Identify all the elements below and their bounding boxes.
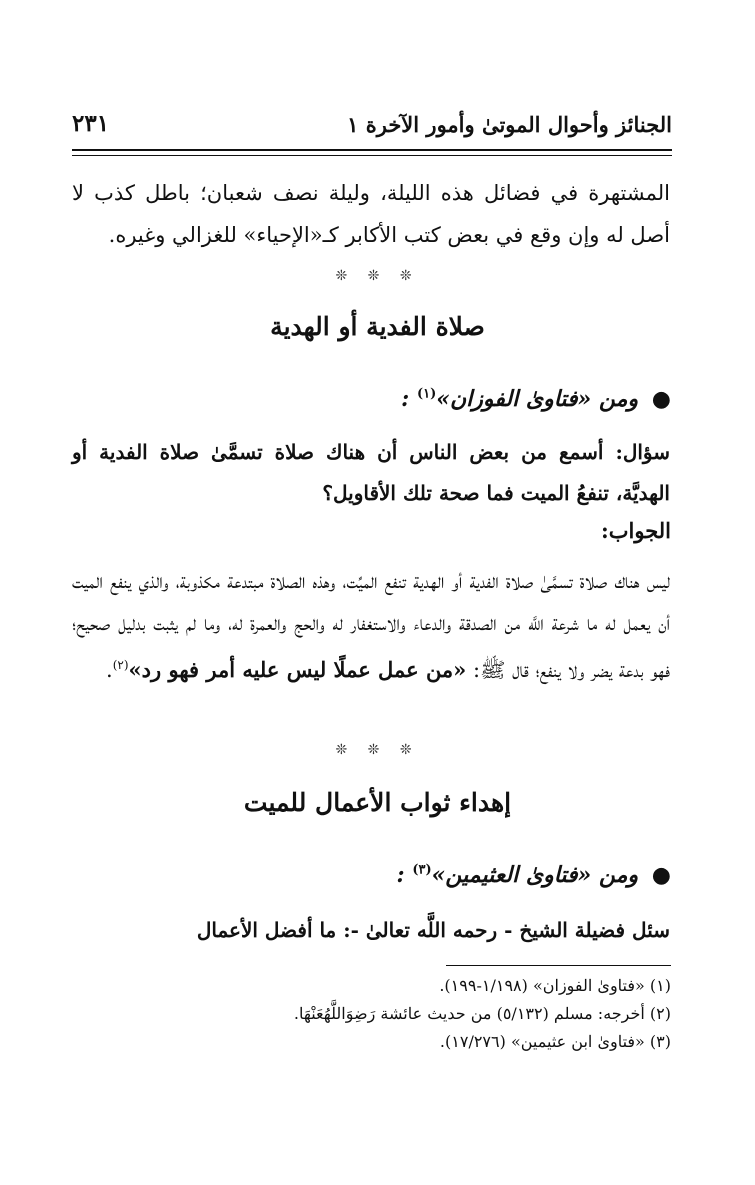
source-colon: : bbox=[396, 862, 405, 888]
separator-2: ❊ ❊ ❊ bbox=[335, 742, 420, 758]
bullet-icon: ● bbox=[651, 862, 671, 888]
header-rule-thick bbox=[72, 149, 672, 151]
question-ihda: سئل فضيلة الشيخ - رحمه اللَّه تعالىٰ -: ما أفضل الأعمال bbox=[196, 918, 670, 942]
page-number: ٢٣١ bbox=[72, 110, 110, 137]
hadith-quote: «من عمل عملًا ليس عليه أمر فهو رد» bbox=[128, 657, 467, 682]
section-title-fidya: صلاة الفدية أو الهدية bbox=[270, 312, 485, 341]
footnotes bbox=[81, 972, 671, 1056]
header-title: الجنائز وأحوال الموتىٰ وأمور الآخرة ١ bbox=[347, 112, 672, 137]
source-line-fawzan bbox=[401, 386, 671, 412]
question-fidya: سؤال: أسمع من بعض الناس أن هناك صلاة تسمَّىٰ صلاة الفدية أو الهديَّة، تنفعُ الميت فما صحة تلك الأقاويل؟ bbox=[72, 440, 671, 505]
intro-paragraph: المشتهرة في فضائل هذه الليلة، وليلة نصف شعبان؛ باطل كذب لا أصل له وإن وقع في بعض كتب الأكابر كـ«الإحياء» للغزالي وغيره. bbox=[72, 181, 670, 247]
section-title-ihda: إهداء ثواب الأعمال للميت bbox=[243, 788, 512, 817]
answer-label: الجواب: bbox=[601, 518, 671, 543]
running-header bbox=[72, 108, 672, 148]
answer-text: ليس هناك صلاة تسمَّىٰ صلاة الفدية أو الهدية تنفع الميِّت، وهذه الصلاة مبتدعة مكذوبة، والذي ينفع الميت أن يعمل له ما شرعة اللَّه من الصدقة والدعاء والاستغفار له والحج والعمرة له، وما لم يثبت بدليل صحيح؛ فهو بدعة يضر ولا ينفع؛ قال ﷺ: bbox=[72, 569, 670, 682]
footnote-1: (١) «فتاوىٰ الفوزان» (١/١٩٨-١٩٩). bbox=[439, 976, 671, 995]
separator-1: ❊ ❊ ❊ bbox=[335, 268, 420, 284]
source-title: ومن «فتاوىٰ الفوزان» bbox=[436, 386, 639, 412]
footnote-ref-1[interactable]: (١) bbox=[416, 386, 437, 402]
header-rule-thin bbox=[72, 155, 672, 156]
footnote-ref-3[interactable]: (٣) bbox=[412, 862, 432, 878]
answer-paragraph bbox=[72, 560, 670, 691]
footnote-3: (٣) «فتاوىٰ ابن عثيمين» (١٧/٢٧٦). bbox=[439, 1032, 671, 1051]
footnote-ref-2[interactable]: (٢) bbox=[112, 658, 129, 672]
source-title: ومن «فتاوىٰ العثيمين» bbox=[431, 862, 639, 888]
footnote-2: (٢) أخرجه: مسلم (٥/١٣٢) من حديث عائشة رَضِوَاللَّهُعَنْهَا. bbox=[293, 1004, 671, 1023]
footnote-rule bbox=[446, 965, 671, 966]
answer-end: . bbox=[106, 658, 113, 682]
source-line-uthaymin bbox=[397, 862, 671, 888]
source-colon: : bbox=[401, 386, 410, 412]
bullet-icon: ● bbox=[651, 386, 671, 412]
